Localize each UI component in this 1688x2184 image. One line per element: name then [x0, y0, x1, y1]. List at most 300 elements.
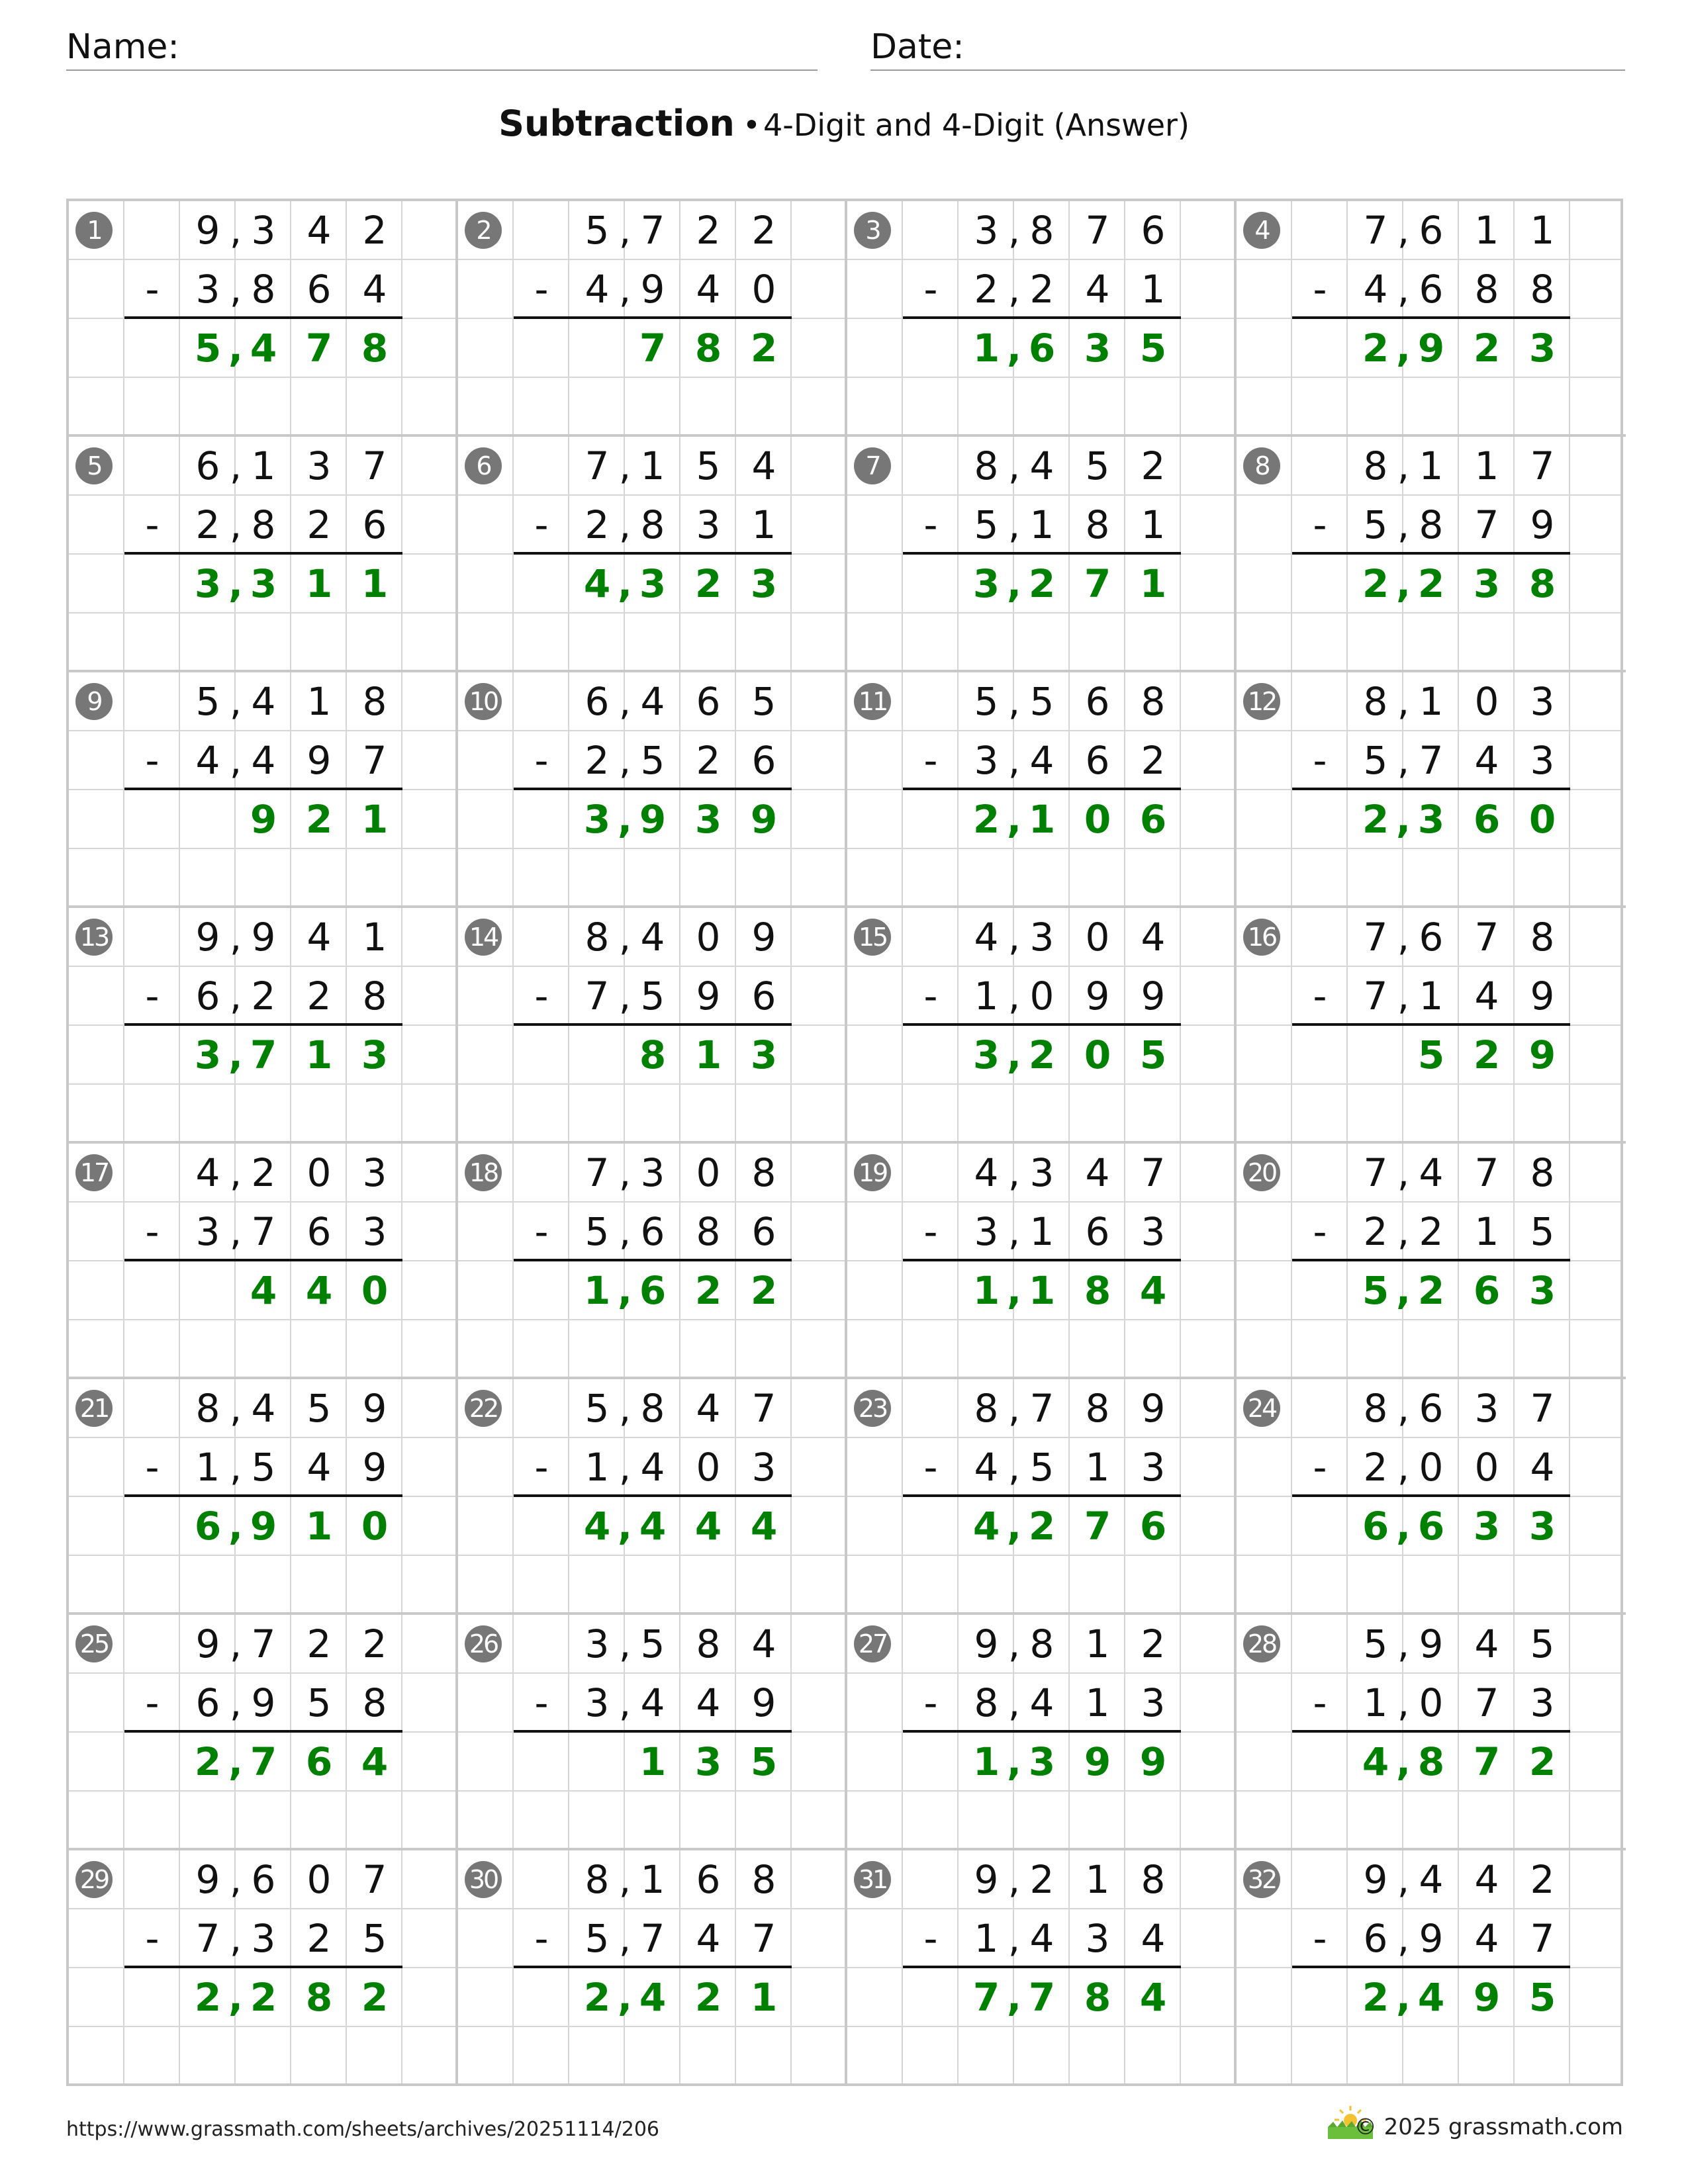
digit-cell: 2 — [1362, 561, 1389, 606]
minus-sign: - — [534, 1445, 549, 1490]
problem-block — [1237, 201, 1626, 437]
thousands-comma: , — [229, 208, 242, 253]
thousands-comma: , — [1008, 443, 1021, 488]
thousands-comma: , — [618, 443, 632, 488]
digit-cell: 4 — [640, 1445, 665, 1490]
digit-cell: 4 — [1029, 738, 1055, 783]
problem-number-badge: 23 — [854, 1390, 891, 1427]
minus-sign: - — [534, 502, 549, 547]
minuend-row — [458, 201, 847, 260]
digit-cell: 8 — [305, 1975, 333, 2020]
digit-cell: 1 — [251, 443, 276, 488]
subtrahend-row — [847, 496, 1237, 555]
digit-cell: 4 — [1029, 443, 1055, 488]
digit-cell: 1 — [1085, 1621, 1110, 1666]
digit-cell: 2 — [1362, 326, 1389, 371]
digit-cell: 8 — [1363, 679, 1388, 724]
digit-cell: 7 — [640, 1916, 665, 1961]
thousands-comma: , — [1397, 1621, 1410, 1666]
digit-cell: 7 — [195, 1916, 220, 1961]
digit-cell: 4 — [696, 1386, 721, 1431]
digit-cell: 1 — [1419, 679, 1444, 724]
minuend-row — [69, 1615, 458, 1674]
digit-cell: 3 — [694, 797, 722, 842]
thousands-comma: , — [618, 1209, 632, 1254]
thousands-comma: , — [1008, 1445, 1021, 1490]
problem-block — [458, 201, 847, 437]
digit-cell: 2 — [1419, 1209, 1444, 1254]
digit-cell: 4 — [1474, 1621, 1499, 1666]
problem-number-badge: 32 — [1243, 1861, 1280, 1898]
digit-cell: 4 — [1363, 267, 1388, 312]
digit-cell: 7 — [1085, 208, 1110, 253]
problem-number-badge: 31 — [854, 1861, 891, 1898]
digit-cell: 0 — [361, 1268, 389, 1313]
digit-cell: 0 — [1474, 679, 1499, 724]
minus-sign: - — [145, 1209, 160, 1254]
digit-cell: 6 — [696, 679, 721, 724]
problem-number-badge: 10 — [465, 683, 502, 720]
digit-cell: 5 — [585, 1386, 610, 1431]
problem-number-badge: 13 — [75, 919, 113, 956]
digit-cell: 8 — [1085, 502, 1110, 547]
problem-block — [69, 908, 458, 1144]
answer-row — [458, 1497, 847, 1556]
digit-cell: 3 — [1029, 1150, 1055, 1195]
digit-cell: 8 — [1363, 443, 1388, 488]
digit-cell: 8 — [362, 974, 387, 1019]
subtrahend-row — [458, 1203, 847, 1261]
subtrahend-row — [1237, 496, 1626, 555]
problem-block — [458, 437, 847, 672]
digit-cell: 3 — [585, 1621, 610, 1666]
thousands-comma: , — [1397, 208, 1410, 253]
digit-cell: 1 — [1085, 1445, 1110, 1490]
digit-cell: 2 — [696, 208, 721, 253]
digit-cell: 4 — [751, 1621, 776, 1666]
digit-cell: 3 — [195, 267, 220, 312]
problem-number-badge: 27 — [854, 1625, 891, 1662]
digit-cell: 5 — [585, 1916, 610, 1961]
problem-block — [69, 1850, 458, 2086]
digit-cell: 8 — [696, 1209, 721, 1254]
answer-row — [1237, 790, 1626, 849]
problem-block — [847, 1850, 1237, 2086]
digit-cell: 9 — [974, 1621, 999, 1666]
digit-cell: 9 — [1530, 974, 1555, 1019]
minus-sign: - — [534, 1209, 549, 1254]
minuend-row — [1237, 1850, 1626, 1909]
digit-cell: 6 — [1473, 1268, 1501, 1313]
digit-cell: 5 — [1417, 1032, 1445, 1077]
digit-cell: 2 — [750, 1268, 778, 1313]
thousands-comma: , — [1008, 267, 1021, 312]
thousands-comma: , — [618, 267, 632, 312]
problem-block — [847, 908, 1237, 1144]
problem-block — [1237, 672, 1626, 908]
thousands-comma: , — [1008, 1857, 1021, 1902]
title-main: Subtraction — [498, 103, 735, 144]
digit-cell: 8 — [1084, 1975, 1111, 2020]
minus-sign: - — [1313, 502, 1327, 547]
digit-cell: 0 — [1528, 797, 1556, 842]
digit-cell: 1 — [1141, 267, 1166, 312]
digit-cell: 5 — [974, 679, 999, 724]
digit-cell: 0 — [1084, 797, 1111, 842]
digit-cell: 4 — [1029, 1916, 1055, 1961]
digit-cell: 4 — [306, 915, 332, 960]
subtrahend-row — [458, 1909, 847, 1968]
minus-sign: - — [534, 1680, 549, 1725]
thousands-comma: , — [618, 1916, 632, 1961]
problem-number-badge: 28 — [1243, 1625, 1280, 1662]
thousands-comma: , — [228, 326, 244, 371]
digit-cell: 1 — [1419, 974, 1444, 1019]
digit-cell: 1 — [974, 974, 999, 1019]
digit-cell: 8 — [640, 502, 665, 547]
digit-cell: 3 — [974, 208, 999, 253]
digit-cell: 6 — [751, 1209, 776, 1254]
digit-cell: 9 — [362, 1445, 387, 1490]
minus-sign: - — [1313, 267, 1327, 312]
digit-cell: 8 — [585, 915, 610, 960]
digit-cell: 7 — [362, 738, 387, 783]
digit-cell: 8 — [1141, 1857, 1166, 1902]
minuend-row — [847, 1379, 1237, 1438]
problem-block — [847, 1144, 1237, 1379]
problem-number-badge: 26 — [465, 1625, 502, 1662]
problem-number-badge: 19 — [854, 1154, 891, 1191]
digit-cell: 1 — [972, 1739, 1000, 1784]
digit-cell: 3 — [750, 1032, 778, 1077]
subtrahend-row — [458, 967, 847, 1026]
answer-row — [847, 319, 1237, 378]
digit-cell: 8 — [251, 502, 276, 547]
digit-cell: 7 — [639, 326, 667, 371]
digit-cell: 6 — [1419, 267, 1444, 312]
digit-cell: 3 — [362, 1150, 387, 1195]
digit-cell: 1 — [195, 1445, 220, 1490]
title-subtitle: 4-Digit and 4-Digit (Answer) — [763, 107, 1190, 143]
minuend-row — [847, 672, 1237, 731]
digit-cell: 3 — [974, 1209, 999, 1254]
problem-number-badge: 5 — [75, 447, 113, 484]
problem-number-badge: 16 — [1243, 919, 1280, 956]
answer-row — [1237, 555, 1626, 614]
digit-cell: 4 — [1474, 1916, 1499, 1961]
thousands-comma: , — [229, 1386, 242, 1431]
digit-cell: 1 — [1363, 1680, 1388, 1725]
thousands-comma: , — [618, 974, 632, 1019]
digit-cell: 2 — [1029, 267, 1055, 312]
digit-cell: 4 — [305, 1268, 333, 1313]
digit-cell: 3 — [362, 1209, 387, 1254]
digit-cell: 4 — [251, 679, 276, 724]
digit-cell: 4 — [1085, 267, 1110, 312]
digit-cell: 6 — [306, 1209, 332, 1254]
digit-cell: 4 — [1474, 1857, 1499, 1902]
thousands-comma: , — [1006, 1032, 1022, 1077]
digit-cell: 4 — [1141, 915, 1166, 960]
minus-sign: - — [1313, 1445, 1327, 1490]
digit-cell: 1 — [361, 797, 389, 842]
digit-cell: 2 — [1141, 738, 1166, 783]
thousands-comma: , — [229, 974, 242, 1019]
digit-cell: 4 — [1474, 738, 1499, 783]
answer-row — [1237, 1968, 1626, 2027]
digit-cell: 4 — [696, 1680, 721, 1725]
thousands-comma: , — [618, 738, 632, 783]
thousands-comma: , — [1006, 797, 1022, 842]
digit-cell: 3 — [1028, 1739, 1056, 1784]
digit-cell: 8 — [1474, 267, 1499, 312]
digit-cell: 4 — [1474, 974, 1499, 1019]
problem-block — [847, 437, 1237, 672]
digit-cell: 1 — [1029, 1209, 1055, 1254]
digit-cell: 3 — [1528, 326, 1556, 371]
digit-cell: 6 — [640, 1209, 665, 1254]
thousands-comma: , — [618, 502, 632, 547]
digit-cell: 5 — [194, 326, 222, 371]
digit-cell: 6 — [305, 1739, 333, 1784]
name-field[interactable] — [66, 20, 818, 71]
digit-cell: 1 — [306, 679, 332, 724]
minus-sign: - — [145, 267, 160, 312]
thousands-comma: , — [1008, 738, 1021, 783]
digit-cell: 2 — [1362, 797, 1389, 842]
thousands-comma: , — [1006, 561, 1022, 606]
digit-cell: 4 — [1419, 1150, 1444, 1195]
digit-cell: 1 — [1139, 561, 1167, 606]
digit-cell: 2 — [1141, 1621, 1166, 1666]
problem-block — [458, 908, 847, 1144]
minuend-row — [1237, 672, 1626, 731]
thousands-comma: , — [1006, 1975, 1022, 2020]
thousands-comma: , — [618, 915, 632, 960]
digit-cell: 3 — [974, 738, 999, 783]
digit-cell: 2 — [361, 1975, 389, 2020]
digit-cell: 4 — [696, 267, 721, 312]
thousands-comma: , — [229, 1680, 242, 1725]
minus-sign: - — [145, 1445, 160, 1490]
minuend-row — [458, 1850, 847, 1909]
digit-cell: 5 — [585, 1209, 610, 1254]
digit-cell: 7 — [1363, 1150, 1388, 1195]
digit-cell: 1 — [1530, 208, 1555, 253]
problem-block — [458, 1379, 847, 1615]
digit-cell: 8 — [1029, 208, 1055, 253]
problem-number-badge: 3 — [854, 212, 891, 249]
digit-cell: 5 — [1085, 443, 1110, 488]
digit-cell: 8 — [974, 1386, 999, 1431]
digit-cell: 2 — [750, 326, 778, 371]
minus-sign: - — [923, 1916, 938, 1961]
thousands-comma: , — [617, 561, 633, 606]
minuend-row — [69, 672, 458, 731]
digit-cell: 3 — [972, 1032, 1000, 1077]
digit-cell: 2 — [1417, 1268, 1445, 1313]
thousands-comma: , — [1395, 561, 1411, 606]
thousands-comma: , — [229, 267, 242, 312]
digit-cell: 0 — [696, 1445, 721, 1490]
digit-cell: 1 — [640, 443, 665, 488]
minus-sign: - — [534, 1916, 549, 1961]
thousands-comma: , — [1397, 1445, 1410, 1490]
digit-cell: 8 — [1530, 915, 1555, 960]
thousands-comma: , — [1008, 1680, 1021, 1725]
thousands-comma: , — [617, 1504, 633, 1549]
thousands-comma: , — [1008, 974, 1021, 1019]
digit-cell: 8 — [640, 1386, 665, 1431]
digit-cell: 1 — [305, 1032, 333, 1077]
digit-cell: 9 — [1417, 326, 1445, 371]
digit-cell: 7 — [1474, 915, 1499, 960]
digit-cell: 6 — [751, 738, 776, 783]
minuend-row — [1237, 908, 1626, 967]
problem-number-badge: 4 — [1243, 212, 1280, 249]
digit-cell: 1 — [639, 1739, 667, 1784]
thousands-comma: , — [229, 679, 242, 724]
digit-cell: 3 — [1473, 1504, 1501, 1549]
digit-cell: 7 — [362, 443, 387, 488]
answer-row — [847, 555, 1237, 614]
thousands-comma: , — [229, 1150, 242, 1195]
subtrahend-row — [69, 496, 458, 555]
thousands-comma: , — [229, 1209, 242, 1254]
digit-cell: 7 — [585, 1150, 610, 1195]
minus-sign: - — [1313, 1209, 1327, 1254]
problem-block — [458, 1144, 847, 1379]
digit-cell: 2 — [751, 208, 776, 253]
problem-block — [69, 672, 458, 908]
digit-cell: 9 — [195, 1621, 220, 1666]
digit-cell: 9 — [362, 1386, 387, 1431]
thousands-comma: , — [1006, 1739, 1022, 1784]
subtrahend-row — [847, 731, 1237, 790]
digit-cell: 5 — [640, 738, 665, 783]
digit-cell: 6 — [251, 1857, 276, 1902]
problem-block — [847, 201, 1237, 437]
minus-sign: - — [923, 974, 938, 1019]
problem-block — [847, 672, 1237, 908]
digit-cell: 7 — [1530, 1386, 1555, 1431]
digit-cell: 3 — [696, 502, 721, 547]
digit-cell: 2 — [1029, 1857, 1055, 1902]
thousands-comma: , — [618, 1621, 632, 1666]
digit-cell: 9 — [1141, 1386, 1166, 1431]
answer-row — [69, 1261, 458, 1320]
digit-cell: 6 — [1473, 797, 1501, 842]
problem-block — [847, 1615, 1237, 1850]
subtrahend-row — [1237, 1203, 1626, 1261]
subtrahend-row — [69, 260, 458, 319]
digit-cell: 9 — [1141, 974, 1166, 1019]
answer-row — [458, 1026, 847, 1085]
minuend-row — [847, 201, 1237, 260]
thousands-comma: , — [1395, 1739, 1411, 1784]
subtrahend-row — [69, 1203, 458, 1261]
digit-cell: 1 — [585, 1445, 610, 1490]
digit-cell: 3 — [639, 561, 667, 606]
digit-cell: 2 — [694, 561, 722, 606]
digit-cell: 2 — [585, 738, 610, 783]
minuend-row — [458, 1615, 847, 1674]
subtrahend-row — [458, 1438, 847, 1497]
problem-number-badge: 2 — [465, 212, 502, 249]
digit-cell: 6 — [1362, 1504, 1389, 1549]
subtrahend-row — [458, 260, 847, 319]
digit-cell: 6 — [306, 267, 332, 312]
digit-cell: 6 — [1085, 1209, 1110, 1254]
thousands-comma: , — [228, 1032, 244, 1077]
digit-cell: 2 — [1473, 326, 1501, 371]
problem-number-badge: 25 — [75, 1625, 113, 1662]
digit-cell: 7 — [1530, 443, 1555, 488]
digit-cell: 7 — [1363, 915, 1388, 960]
digit-cell: 8 — [974, 443, 999, 488]
digit-cell: 5 — [1029, 1445, 1055, 1490]
digit-cell: 2 — [362, 208, 387, 253]
digit-cell: 2 — [1141, 443, 1166, 488]
problem-number-badge: 8 — [1243, 447, 1280, 484]
digit-cell: 6 — [195, 974, 220, 1019]
subtrahend-row — [1237, 967, 1626, 1026]
digit-cell: 6 — [696, 1857, 721, 1902]
digit-cell: 5 — [1530, 1621, 1555, 1666]
problem-block — [1237, 1144, 1626, 1379]
problem-number-badge: 9 — [75, 683, 113, 720]
digit-cell: 5 — [1528, 1975, 1556, 2020]
digit-cell: 0 — [1029, 974, 1055, 1019]
digit-cell: 0 — [751, 267, 776, 312]
digit-cell: 3 — [250, 561, 277, 606]
digit-cell: 6 — [362, 502, 387, 547]
thousands-comma: , — [1395, 326, 1411, 371]
thousands-comma: , — [1397, 915, 1410, 960]
digit-cell: 2 — [306, 1621, 332, 1666]
answer-row — [847, 1261, 1237, 1320]
thousands-comma: , — [1395, 797, 1411, 842]
digit-cell: 1 — [361, 561, 389, 606]
digit-cell: 7 — [1474, 502, 1499, 547]
minuend-row — [847, 1144, 1237, 1203]
digit-cell: 9 — [1419, 1621, 1444, 1666]
digit-cell: 2 — [1363, 1209, 1388, 1254]
digit-cell: 2 — [194, 1739, 222, 1784]
digit-cell: 3 — [585, 1680, 610, 1725]
digit-cell: 7 — [1084, 561, 1111, 606]
digit-cell: 4 — [585, 267, 610, 312]
digit-cell: 2 — [1362, 1975, 1389, 2020]
digit-cell: 0 — [696, 1150, 721, 1195]
thousands-comma: , — [617, 797, 633, 842]
digit-cell: 4 — [639, 1504, 667, 1549]
problem-block — [1237, 437, 1626, 672]
thousands-comma: , — [1397, 1916, 1410, 1961]
digit-cell: 2 — [251, 974, 276, 1019]
digit-cell: 5 — [1363, 1621, 1388, 1666]
digit-cell: 8 — [751, 1857, 776, 1902]
digit-cell: 9 — [974, 1857, 999, 1902]
digit-cell: 4 — [974, 915, 999, 960]
thousands-comma: , — [1397, 443, 1410, 488]
date-field[interactable] — [870, 20, 1625, 71]
subtrahend-row — [1237, 1438, 1626, 1497]
minus-sign: - — [145, 738, 160, 783]
digit-cell: 4 — [306, 1445, 332, 1490]
minus-sign: - — [923, 738, 938, 783]
digit-cell: 6 — [1419, 208, 1444, 253]
